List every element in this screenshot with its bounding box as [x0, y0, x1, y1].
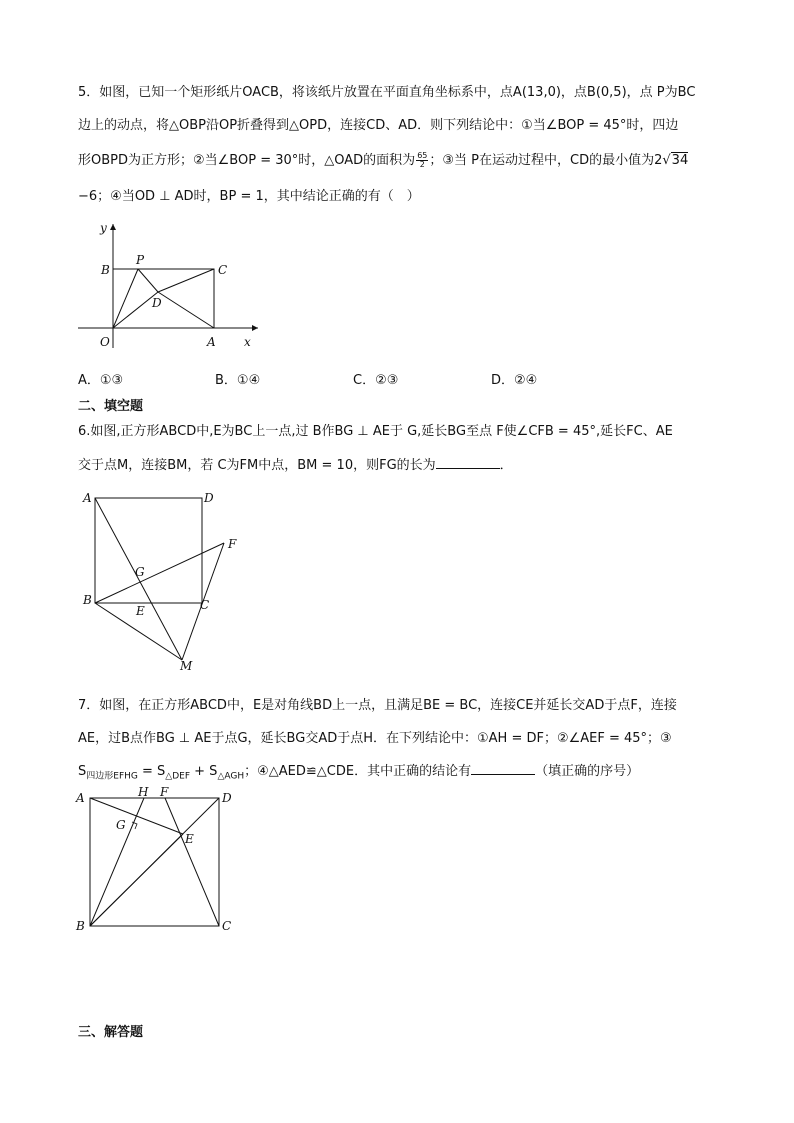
- label-d: D: [152, 296, 162, 310]
- label-p: P: [136, 253, 145, 267]
- segment-be: [90, 834, 183, 926]
- label-d: D: [222, 791, 232, 805]
- label-b: B: [76, 919, 85, 933]
- label-a: A: [207, 335, 216, 349]
- q5-line-3a: 形OBPD为正方形；②当∠BOP = 30°时，△OAD的面积为: [78, 153, 416, 168]
- q5-line-4: −6；④当OD ⊥ AD时，BP = 1，其中结论正确的有（ ）: [78, 189, 420, 204]
- label-d: D: [204, 491, 214, 505]
- fraction-denominator: 2: [419, 160, 425, 169]
- label-g: G: [135, 565, 145, 579]
- option-d: D．②④: [491, 373, 538, 388]
- segment-bf: [95, 543, 224, 603]
- sqrt-sign: √: [662, 153, 671, 168]
- label-c: C: [222, 919, 232, 933]
- fraction-numerator: 65: [417, 151, 428, 160]
- label-f: F: [160, 785, 169, 799]
- label-x: x: [244, 335, 251, 349]
- answer-blank: [471, 762, 535, 775]
- q6-square-figure: [78, 488, 248, 673]
- rectangle-oacb: [113, 269, 214, 328]
- segment-pd: [138, 269, 158, 292]
- q5-line-1: 5．如图，已知一个矩形纸片OACB，将该纸片放置在平面直角坐标系中，点A(13,0)，点B(0,5)，点 P为BC: [78, 85, 696, 100]
- sqrt-radicand: 34: [671, 153, 689, 168]
- q7-line-3-end: ；④△AED≌△CDE．其中正确的结论有: [244, 764, 472, 779]
- option-b: B．①④: [215, 373, 261, 388]
- answer-blank: [436, 456, 500, 469]
- label-a: A: [76, 791, 85, 805]
- label-o: O: [100, 335, 110, 349]
- segment-ad: [158, 292, 214, 328]
- q6-line-2a: 交于点M，连接BM，若 C为FM中点，BM = 10，则FG的长为: [78, 458, 436, 473]
- label-e: E: [185, 832, 194, 846]
- q5-line-2: 边上的动点，将△OBP沿OP折叠得到△OPD，连接CD、AD．则下列结论中：①当∠BOP = 45°时，四边: [78, 118, 679, 133]
- label-f: F: [228, 537, 237, 551]
- q5-coordinate-figure: [76, 218, 266, 358]
- subscript-efhg: 四边形EFHG: [86, 771, 138, 782]
- q7-line-2: AE，过B点作BG ⊥ AE于点G，延长BG交AD于点H．在下列结论中：①AH = DF；②∠AEF = 45°；③: [78, 731, 672, 746]
- segment-cd: [158, 269, 214, 292]
- label-y: y: [100, 221, 107, 235]
- fraction-65-over-2: [416, 152, 428, 169]
- label-g: G: [116, 818, 126, 832]
- q5-line-3: [78, 152, 688, 170]
- q7-plus: + S: [190, 764, 218, 779]
- section-fill-in: 二、填空题: [78, 399, 144, 414]
- q7-line-3-tail: （填正确的序号）: [535, 764, 640, 779]
- label-m: M: [180, 659, 193, 673]
- label-a: A: [83, 491, 92, 505]
- segment-op: [113, 269, 138, 328]
- q7-square-figure: [74, 786, 244, 936]
- square-abcd: [95, 498, 202, 603]
- label-c: C: [218, 263, 228, 277]
- q7-line-3: [78, 762, 639, 786]
- label-b: B: [83, 593, 92, 607]
- q6-line-1: 6.如图,正方形ABCD中,E为BC上一点,过 B作BG ⊥ AE于 G,延长BG至点 F使∠CFB = 45°,延长FC、AE: [78, 424, 673, 439]
- segment-cf: [165, 798, 219, 926]
- area-symbol: S: [78, 764, 87, 779]
- subscript-def: △DEF: [165, 771, 191, 782]
- label-c: C: [200, 598, 210, 612]
- label-e: E: [136, 604, 145, 618]
- option-c: C．②③: [353, 373, 399, 388]
- q6-line-2b: ．: [499, 458, 513, 473]
- q7-line-1: 7．如图，在正方形ABCD中，E是对角线BD上一点，且满足BE = BC，连接CE并延长交AD于点F，连接: [78, 698, 677, 713]
- q7-eq: = S: [137, 764, 166, 779]
- q6-line-2: [78, 456, 513, 475]
- section-solutions: 三、解答题: [78, 1025, 144, 1040]
- label-b: B: [101, 263, 110, 277]
- label-h: H: [138, 785, 149, 799]
- option-a: A．①③: [78, 373, 124, 388]
- segment-am: [95, 498, 182, 660]
- subscript-agh: △AGH: [217, 771, 245, 782]
- q5-line-3b: ；③当 P在运动过程中，CD的最小值为2: [429, 153, 663, 168]
